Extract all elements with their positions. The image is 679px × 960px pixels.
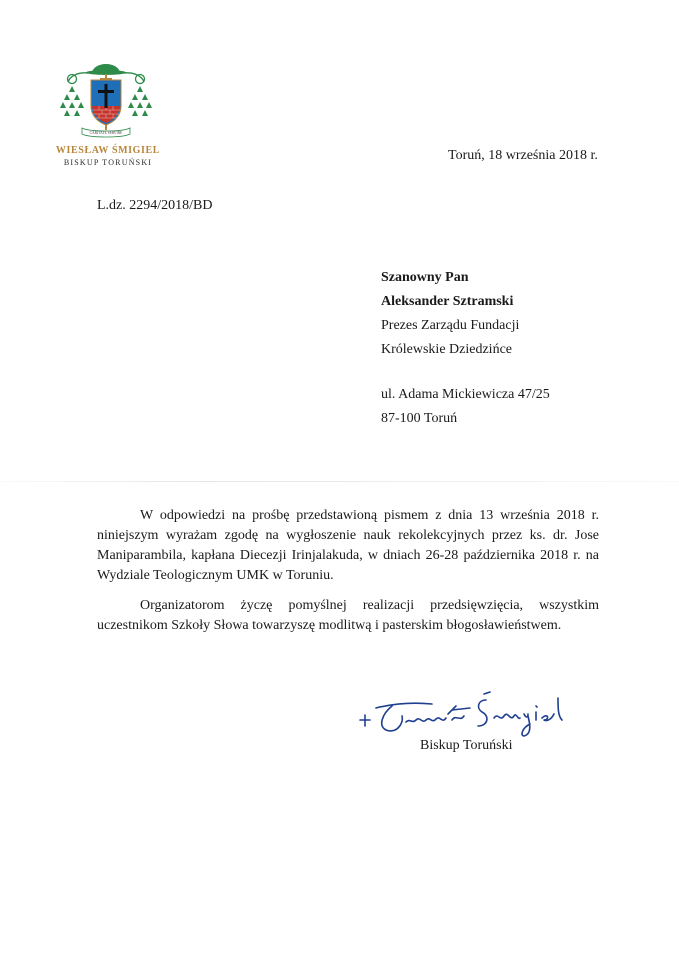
recipient-salutation: Szanowny Pan — [381, 270, 469, 285]
place-date: Toruń, 18 września 2018 r. — [448, 148, 598, 163]
recipient-position: Prezes Zarządu Fundacji — [381, 318, 520, 333]
svg-text:CARITATE SERVIRE: CARITATE SERVIRE — [89, 131, 123, 135]
recipient-city: 87-100 Toruń — [381, 411, 458, 426]
handwritten-signature — [352, 684, 572, 746]
coat-of-arms-logo — [60, 62, 152, 140]
issuer-title: BISKUP TORUŃSKI — [63, 158, 153, 167]
body-paragraph-2: Organizatorom życzę pomyślnej realizacji przedsięwzięcia, wszystkim uczestnikom Szkoły Słowa towarzyszę modlitwą i pasterskim błogosławieństwem. — [97, 598, 599, 633]
issuer-name: WIESŁAW ŚMIGIEL — [55, 145, 161, 156]
recipient-name: Aleksander Sztramski — [381, 294, 514, 309]
body-paragraph-1: W odpowiedzi na prośbę przedstawioną pismem z dnia 13 września 2018 r. niniejszym wyrażam zgodę na wygłoszenie nauk rekolekcyjnych przez ks. dr. Jose Maniparambila, kapłana Diecezji Irinjalakuda, w dniach 26-28 października 2018 r. na Wydziale Teologicznym UMK w Toruniu. — [97, 508, 599, 583]
reference-number: L.dz. 2294/2018/BD — [97, 198, 213, 213]
scan-fold-line — [0, 481, 679, 482]
signatory-title: Biskup Toruński — [420, 738, 513, 753]
recipient-street: ul. Adama Mickiewicza 47/25 — [381, 387, 550, 402]
recipient-organization: Królewskie Dziedzińce — [381, 342, 512, 357]
